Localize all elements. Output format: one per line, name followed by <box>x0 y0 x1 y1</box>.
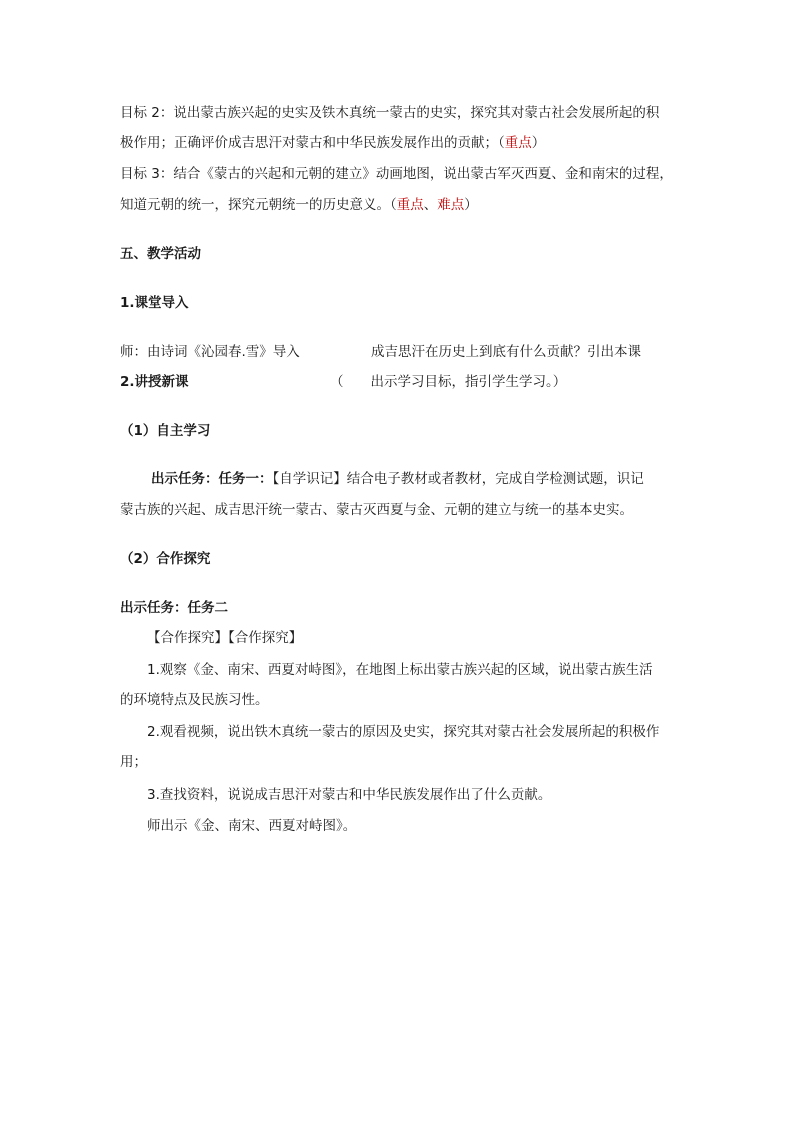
goal3-key-point-tag: 重点 <box>396 197 424 213</box>
task1-line2: 蒙古族的兴起、成吉思汗统一蒙古、蒙古灭西夏与金、元朝的建立与统一的基本史实。 <box>120 502 633 518</box>
goal2-open-paren: （ <box>498 135 505 151</box>
intro-question: 成吉思汗在历史上到底有什么贡献？引出本课 <box>371 344 641 360</box>
goal3-separator: 、 <box>423 197 438 213</box>
goal3-open-paren: （ <box>390 197 397 213</box>
task1-line1-text: 【自学识记】结合电子教材或者教材，完成自学检测试题，识记 <box>272 471 644 487</box>
goal3-line2 <box>120 195 478 215</box>
cooperative-subheading: 【合作探究】【合作探究】 <box>147 630 303 646</box>
task2-label: 出示任务：任务二 <box>120 600 228 616</box>
teacher-intro: 师：由诗词《沁园春.雪》导入 <box>120 344 300 360</box>
step2-note: （ 出示学习目标，指引学生学习。） <box>330 374 567 390</box>
step2-heading: 2.讲授新课 <box>120 374 189 390</box>
step1-heading: 1.课堂导入 <box>120 295 189 311</box>
section-heading-teaching-activities: 五、教学活动 <box>120 246 201 262</box>
item1-line2: 的环境特点及民族习性。 <box>120 692 269 708</box>
item1-line1: 1.观察《金、南宋、西夏对峙图》，在地图上标出蒙古族兴起的区域，说出蒙古族生活 <box>147 662 653 678</box>
item3: 3.查找资料，说说成吉思汗对蒙古和中华民族发展作出了什么贡献。 <box>147 787 552 803</box>
goal2-close-paren: ） <box>531 135 546 151</box>
teacher-show-map: 师出示《金、南宋、西夏对峙图》。 <box>147 818 357 834</box>
task1-label: 出示任务：任务一： <box>151 471 273 487</box>
goal3-close-paren: ） <box>464 197 478 213</box>
goal2-line2 <box>120 133 545 153</box>
item2-line2: 用； <box>120 754 147 770</box>
item2-line1: 2.观看视频，说出铁木真统一蒙古的原因及史实，探究其对蒙古社会发展所起的积极作 <box>147 724 660 740</box>
goal3-line2-text: 知道元朝的统一，探究元朝统一的历史意义。 <box>120 197 390 213</box>
goal2-key-point-tag: 重点 <box>504 135 532 151</box>
goal3-difficulty-tag: 难点 <box>437 197 465 213</box>
goal3-line1: 目标 3：结合《蒙古的兴起和元朝的建立》动画地图，说出蒙古军灭西夏、金和南宋的过程， <box>120 166 673 182</box>
self-study-heading: （1）自主学习 <box>120 423 211 439</box>
cooperative-heading: （2）合作探究 <box>120 551 211 567</box>
goal2-line2-text: 极作用；正确评价成吉思汗对蒙古和中华民族发展作出的贡献； <box>120 135 498 151</box>
goal2-line1: 目标 2：说出蒙古族兴起的史实及铁木真统一蒙古的史实，探究其对蒙古社会发展所起的积 <box>120 105 660 121</box>
task1-line1 <box>151 469 644 489</box>
